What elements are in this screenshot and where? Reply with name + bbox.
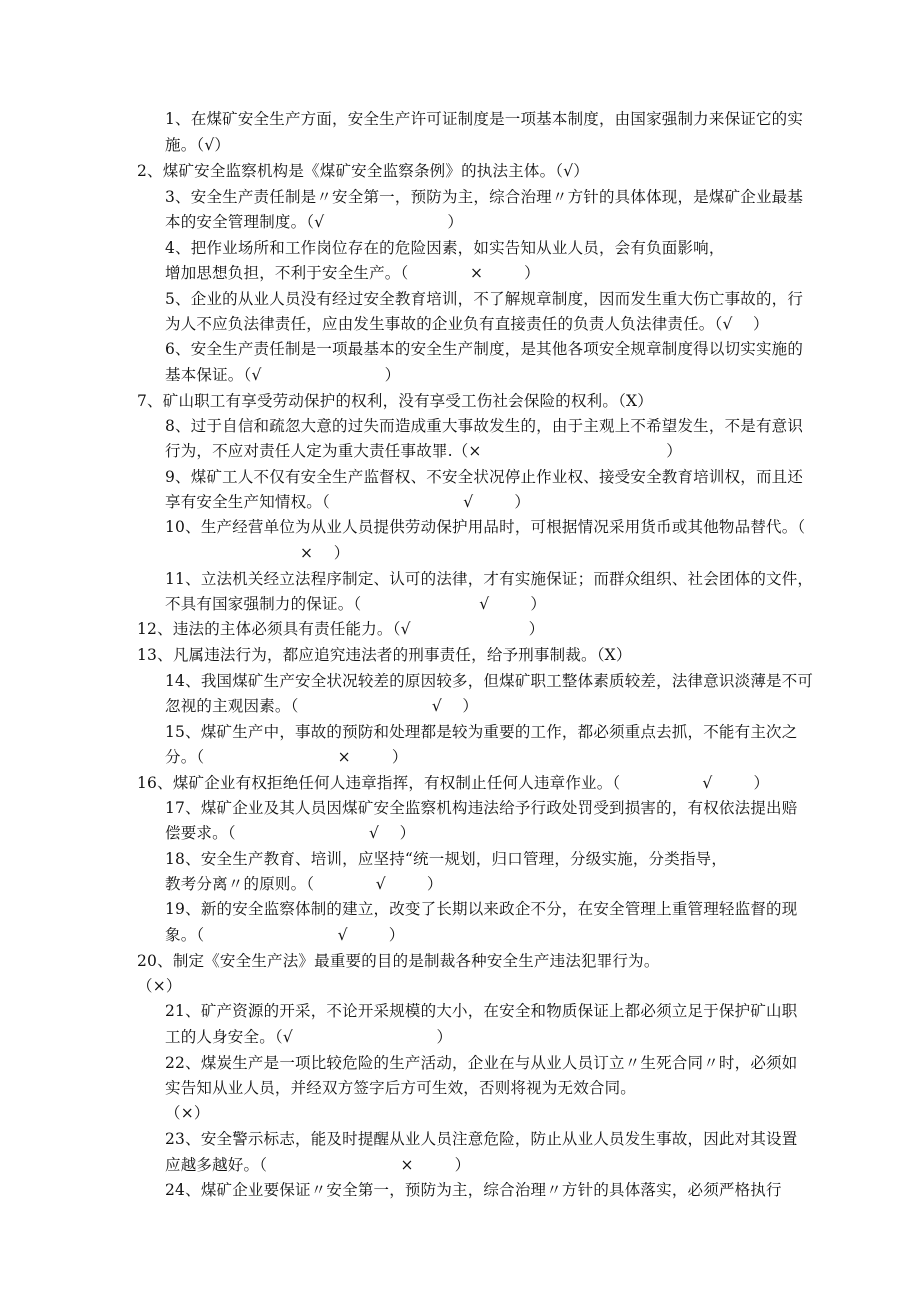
text-line: 5、企业的从业人员没有经过安全教育培训，不了解规章制度，因而发生重大伤亡事故的，行	[165, 290, 804, 308]
text-line: 7、矿山职工有享受劳动保护的权利，没有享受工伤社会保险的权利。（X）	[137, 392, 653, 410]
text-line: （×）	[165, 1104, 210, 1122]
text-line: 忽视的主观因素。（ √ ）	[165, 697, 479, 715]
text-line: 12、违法的主体必须具有责任能力。（√ ）	[137, 620, 545, 638]
text-line: 23、安全警示标志，能及时提醒从业人员注意危险，防止从业人员发生事故，因此对其设置	[165, 1130, 798, 1148]
text-line: 1、在煤矿安全生产方面，安全生产许可证制度是一项基本制度，由国家强制力来保证它的实	[165, 110, 804, 128]
text-line: 4、把作业场所和工作岗位存在的危险因素，如实告知从业人员，会有负面影响，	[165, 239, 725, 257]
text-line: 象。（ √ ）	[165, 926, 405, 944]
text-line: （×）	[137, 977, 182, 995]
text-line: 6、安全生产责任制是一项最基本的安全生产制度，是其他各项安全规章制度得以切实实施的	[165, 340, 804, 358]
text-line: × ）	[300, 544, 350, 562]
text-line: 不具有国家强制力的保证。（ √ ）	[165, 595, 547, 613]
text-line: 15、煤矿生产中，事故的预防和处理都是较为重要的工作，都必须重点去抓，不能有主次之	[165, 723, 798, 741]
text-line: 10、生产经营单位为从业人员提供劳动保护用品时，可根据情况采用货币或其他物品替代。（	[165, 518, 806, 536]
text-line: 本的安全管理制度。（√ ）	[165, 213, 464, 231]
text-line: 11、立法机关经立法程序制定、认可的法律，才有实施保证；而群众组织、社会团体的文件，	[165, 570, 814, 588]
text-line: 工的人身安全。（√ ）	[165, 1028, 453, 1046]
text-line: 享有安全生产知情权。（ √ ）	[165, 493, 531, 511]
text-line: 8、过于自信和疏忽大意的过失而造成重大事故发生的，由于主观上不希望发生，不是有意识	[165, 417, 804, 435]
text-line: 21、矿产资源的开采，不论开采规模的大小，在安全和物质保证上都必须立足于保护矿山职	[165, 1002, 798, 1020]
text-line: 增加思想负担，不利于安全生产。（ × ）	[165, 264, 540, 282]
text-line: 18、安全生产教育、培训，应坚持“统一规划，归口管理，分级实施，分类指导，	[165, 850, 728, 868]
text-line: 分。（ × ）	[165, 748, 408, 766]
text-line: 教考分离〃的原则。（ √ ）	[165, 875, 443, 893]
text-line: 实告知从业人员，并经双方签字后方可生效，否则将视为无效合同。	[165, 1079, 637, 1097]
text-line: 3、安全生产责任制是〃安全第一，预防为主，综合治理〃方针的具体体现，是煤矿企业最基	[165, 188, 804, 206]
text-line: 13、凡属违法行为，都应追究违法者的刑事责任，给予刑事制裁。（X）	[137, 646, 632, 664]
text-line: 施。（√）	[165, 136, 231, 154]
text-line: 17、煤矿企业及其人员因煤矿安全监察机构违法给予行政处罚受到损害的，有权依法提出赔	[165, 799, 798, 817]
text-line: 24、煤矿企业要保证〃安全第一，预防为主，综合治理〃方针的具体落实，必须严格执行	[165, 1181, 782, 1199]
text-line: 应越多越好。（ × ）	[165, 1156, 471, 1174]
text-line: 9、煤矿工人不仅有安全生产监督权、不安全状况停止作业权、接受安全教育培训权，而且还	[165, 468, 804, 486]
text-line: 偿要求。（ √ ）	[165, 824, 416, 842]
text-line: 为人不应负法律责任，应由发生事故的企业负有直接责任的负责人负法律责任。（√ ）	[165, 315, 769, 333]
text-line: 20、制定《安全生产法》最重要的目的是制裁各种安全生产违法犯罪行为。	[137, 952, 660, 970]
text-line: 14、我国煤矿生产安全状况较差的原因较多，但煤矿职工整体素质较差，法律意识淡薄是不可	[165, 672, 814, 690]
text-line: 2、煤矿安全监察机构是《煤矿安全监察条例》的执法主体。（√）	[137, 162, 589, 180]
text-line: 16、煤矿企业有权拒绝任何人违章指挥，有权制止任何人违章作业。（ √ ）	[137, 774, 770, 792]
text-line: 19、新的安全监察体制的建立，改变了长期以来政企不分，在安全管理上重管理轻监督的现	[165, 900, 798, 918]
text-line: 行为，不应对责任人定为重大责任事故罪.（× ）	[165, 442, 682, 460]
text-line: 基本保证。（√ ）	[165, 366, 401, 384]
text-line: 22、煤炭生产是一项比较危险的生产活动，企业在与从业人员订立〃生死合同〃时，必须如	[165, 1054, 798, 1072]
